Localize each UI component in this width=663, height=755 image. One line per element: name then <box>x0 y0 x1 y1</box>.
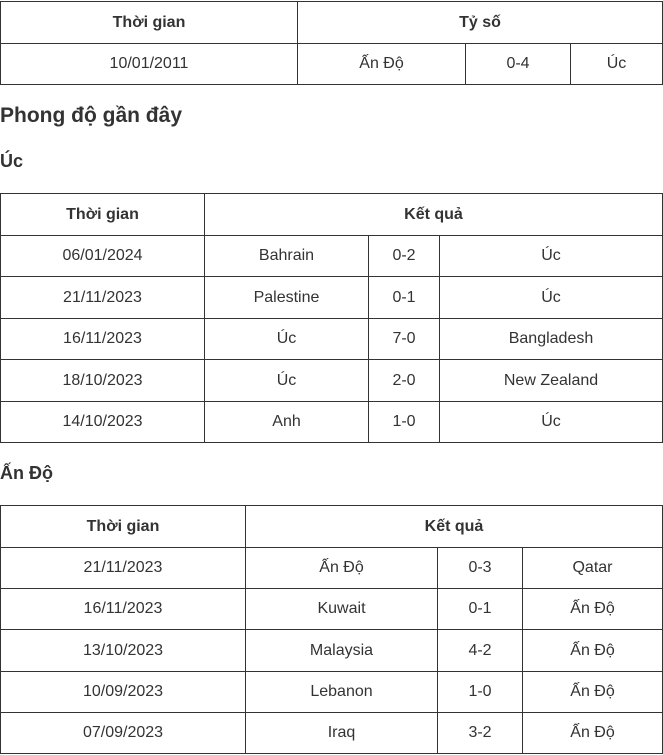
col-header-time: Thời gian <box>1 506 246 548</box>
away-team: Qatar <box>523 548 663 589</box>
table-row <box>1 589 663 630</box>
home-team: Ấn Độ <box>246 548 438 589</box>
table-row <box>1 402 663 443</box>
match-date: 18/10/2023 <box>1 360 205 402</box>
table-row <box>1 548 663 589</box>
h2h-table <box>0 1 663 85</box>
away-team: New Zealand <box>440 360 663 402</box>
table-row <box>1 277 663 319</box>
col-header-result: Kết quả <box>246 506 663 548</box>
table-row <box>1 44 663 85</box>
table-header-row <box>1 506 663 548</box>
home-team: Kuwait <box>246 589 438 630</box>
table-row <box>1 630 663 672</box>
away-team: Úc <box>440 277 663 319</box>
match-score: 2-0 <box>369 360 440 402</box>
home-team: Anh <box>205 402 369 443</box>
match-date: 16/11/2023 <box>1 319 205 360</box>
team-heading-australia: Úc <box>0 151 24 171</box>
col-header-score: Tỷ số <box>298 2 663 44</box>
away-team: Ấn Độ <box>523 630 663 672</box>
match-date: 21/11/2023 <box>1 548 246 589</box>
section-title-recent-form: Phong độ gần đây <box>0 104 182 127</box>
match-score: 0-4 <box>466 44 571 85</box>
match-date: 10/09/2023 <box>1 672 246 713</box>
away-team: Ấn Độ <box>523 672 663 713</box>
match-score: 0-1 <box>438 589 523 630</box>
match-score: 0-1 <box>369 277 440 319</box>
match-date: 10/01/2011 <box>1 44 298 85</box>
match-score: 0-2 <box>369 236 440 277</box>
table-row <box>1 360 663 402</box>
match-score: 4-2 <box>438 630 523 672</box>
col-header-time: Thời gian <box>1 2 298 44</box>
match-date: 16/11/2023 <box>1 589 246 630</box>
away-team: Ấn Độ <box>523 589 663 630</box>
home-team: Palestine <box>205 277 369 319</box>
home-team: Lebanon <box>246 672 438 713</box>
table-row <box>1 319 663 360</box>
form-table-india <box>0 505 663 754</box>
home-team: Malaysia <box>246 630 438 672</box>
form-table-australia <box>0 193 663 443</box>
team-heading-india: Ấn Độ <box>0 463 53 483</box>
match-date: 21/11/2023 <box>1 277 205 319</box>
home-team: Úc <box>205 319 369 360</box>
home-team: Ấn Độ <box>298 44 466 85</box>
table-row <box>1 713 663 754</box>
match-date: 13/10/2023 <box>1 630 246 672</box>
match-date: 14/10/2023 <box>1 402 205 443</box>
home-team: Bahrain <box>205 236 369 277</box>
home-team: Iraq <box>246 713 438 754</box>
col-header-result: Kết quả <box>205 194 663 236</box>
match-score: 1-0 <box>438 672 523 713</box>
table-header-row <box>1 194 663 236</box>
match-score: 7-0 <box>369 319 440 360</box>
away-team: Úc <box>440 402 663 443</box>
match-score: 0-3 <box>438 548 523 589</box>
away-team: Bangladesh <box>440 319 663 360</box>
away-team: Úc <box>571 44 663 85</box>
match-score: 3-2 <box>438 713 523 754</box>
away-team: Úc <box>440 236 663 277</box>
match-score: 1-0 <box>369 402 440 443</box>
col-header-time: Thời gian <box>1 194 205 236</box>
table-row <box>1 672 663 713</box>
table-header-row <box>1 2 663 44</box>
away-team: Ấn Độ <box>523 713 663 754</box>
match-date: 07/09/2023 <box>1 713 246 754</box>
home-team: Úc <box>205 360 369 402</box>
table-row <box>1 236 663 277</box>
match-date: 06/01/2024 <box>1 236 205 277</box>
